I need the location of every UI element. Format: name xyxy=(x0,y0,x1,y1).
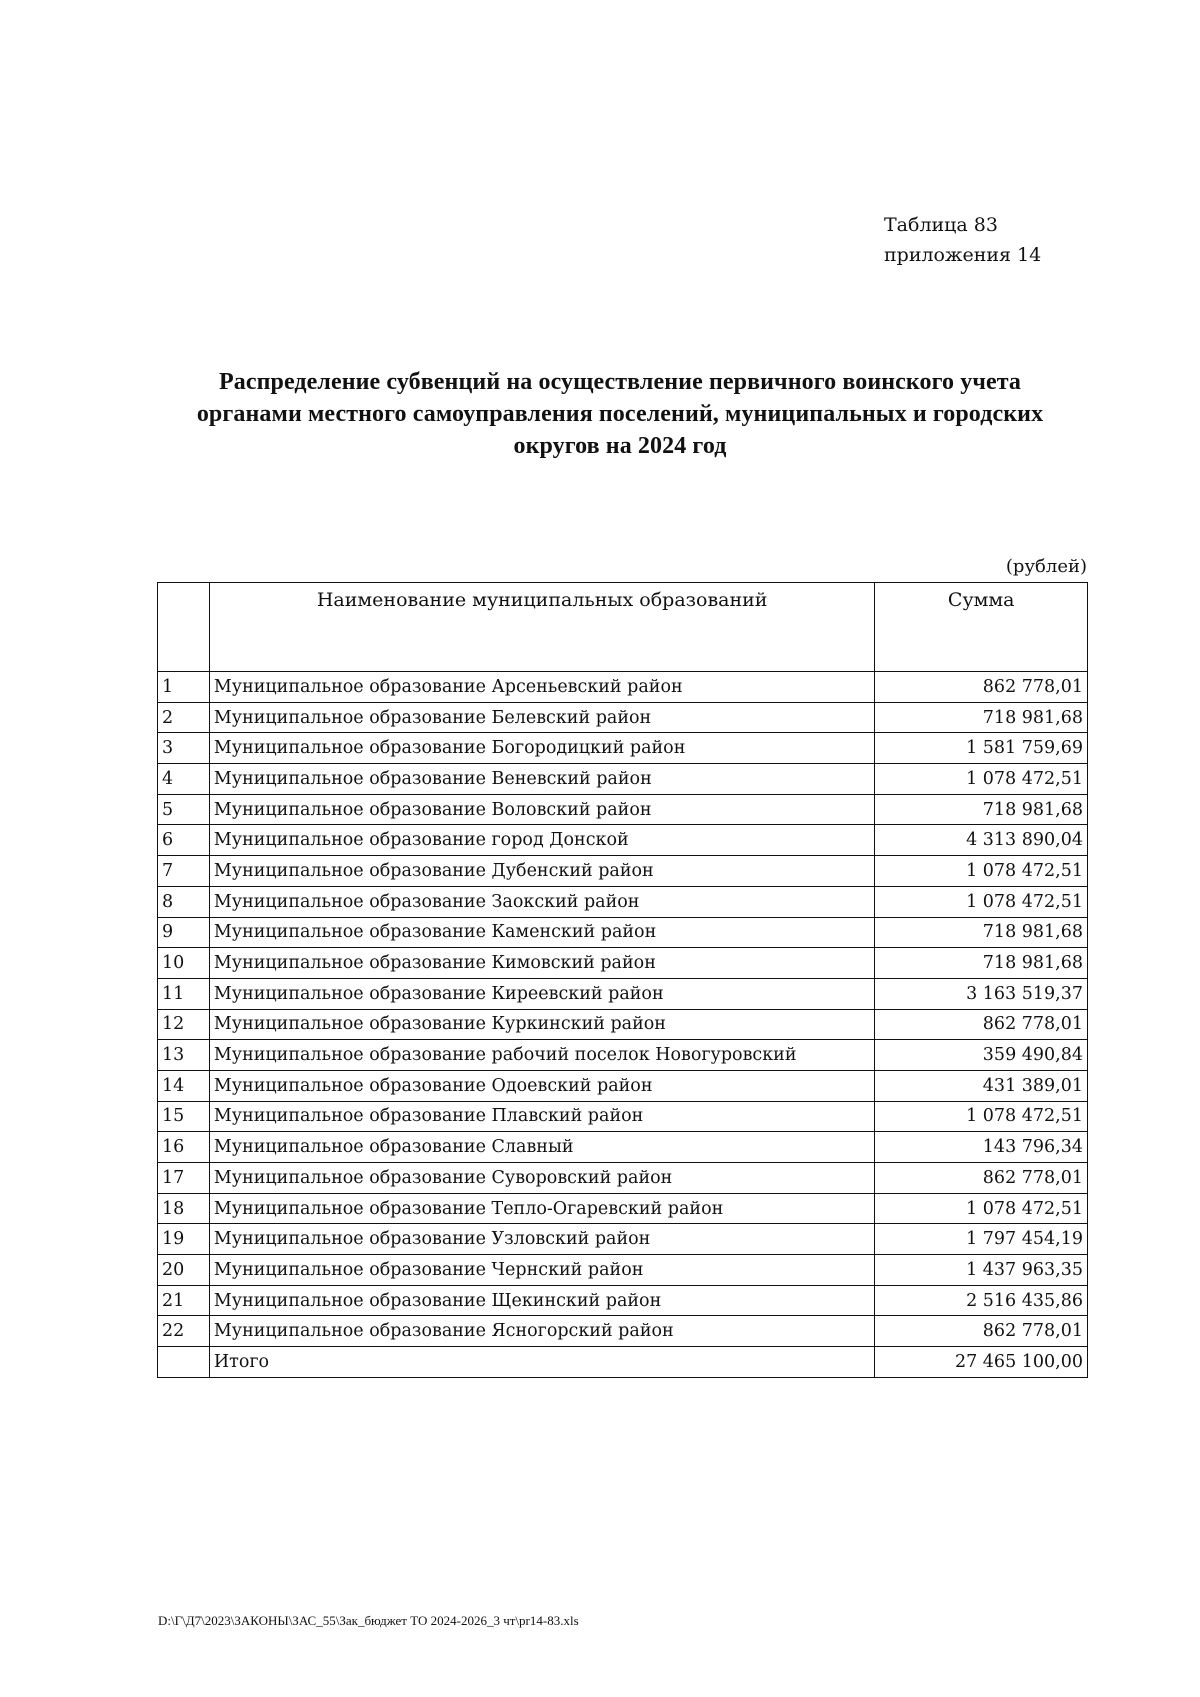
total-num xyxy=(158,1347,210,1378)
amount: 862 778,01 xyxy=(875,1163,1088,1194)
table-row xyxy=(158,1316,1088,1347)
row-number: 16 xyxy=(158,1132,210,1163)
municipality-name: Муниципальное образование Узловский район xyxy=(209,1224,875,1255)
row-number: 13 xyxy=(158,1040,210,1071)
row-number: 7 xyxy=(158,856,210,887)
table-row xyxy=(158,1070,1088,1101)
table-row xyxy=(158,1009,1088,1040)
row-number: 22 xyxy=(158,1316,210,1347)
amount: 143 796,34 xyxy=(875,1132,1088,1163)
table-row xyxy=(158,886,1088,917)
table-row xyxy=(158,1193,1088,1224)
municipality-name: Муниципальное образование Белевский район xyxy=(209,702,875,733)
row-number: 14 xyxy=(158,1070,210,1101)
total-label: Итого xyxy=(209,1347,875,1378)
amount: 718 981,68 xyxy=(875,917,1088,948)
municipality-name: Муниципальное образование Заокский район xyxy=(209,886,875,917)
table-row xyxy=(158,948,1088,979)
row-number: 9 xyxy=(158,917,210,948)
row-number: 21 xyxy=(158,1285,210,1316)
table-row xyxy=(158,702,1088,733)
row-number: 10 xyxy=(158,948,210,979)
row-number: 15 xyxy=(158,1101,210,1132)
amount: 3 163 519,37 xyxy=(875,978,1088,1009)
header-sum: Сумма xyxy=(875,583,1088,672)
amount: 718 981,68 xyxy=(875,702,1088,733)
amount: 1 078 472,51 xyxy=(875,1193,1088,1224)
municipality-name: Муниципальное образование Киреевский район xyxy=(209,978,875,1009)
municipality-name: Муниципальное образование Щекинский район xyxy=(209,1285,875,1316)
file-path-footer: D:\Г\Д7\2023\ЗАКОНЫ\ЗАС_55\Зак_бюджет ТО 2024-2026_3 чт\pr14-83.xls xyxy=(158,1613,579,1628)
municipality-name: Муниципальное образование Богородицкий район xyxy=(209,733,875,764)
municipality-name: Муниципальное образование Суворовский район xyxy=(209,1163,875,1194)
total-row xyxy=(158,1347,1088,1378)
amount: 1 078 472,51 xyxy=(875,856,1088,887)
amount: 862 778,01 xyxy=(875,1316,1088,1347)
row-number: 4 xyxy=(158,764,210,795)
table-row xyxy=(158,1255,1088,1286)
table-row xyxy=(158,672,1088,703)
row-number: 2 xyxy=(158,702,210,733)
header-name: Наименование муниципальных образований xyxy=(209,583,875,672)
table-row xyxy=(158,1040,1088,1071)
row-number: 3 xyxy=(158,733,210,764)
municipality-name: Муниципальное образование Арсеньевский район xyxy=(209,672,875,703)
amount: 1 078 472,51 xyxy=(875,1101,1088,1132)
municipality-name: Муниципальное образование Одоевский район xyxy=(209,1070,875,1101)
row-number: 19 xyxy=(158,1224,210,1255)
title-line-3: округов на 2024 год xyxy=(513,433,727,459)
row-number: 6 xyxy=(158,825,210,856)
amount: 4 313 890,04 xyxy=(875,825,1088,856)
municipality-name: Муниципальное образование Ясногорский район xyxy=(209,1316,875,1347)
row-number: 17 xyxy=(158,1163,210,1194)
amount: 2 516 435,86 xyxy=(875,1285,1088,1316)
table-row xyxy=(158,856,1088,887)
table-row xyxy=(158,1163,1088,1194)
total-sum: 27 465 100,00 xyxy=(875,1347,1088,1378)
units-label: (рублей) xyxy=(1005,556,1087,577)
row-number: 18 xyxy=(158,1193,210,1224)
row-number: 11 xyxy=(158,978,210,1009)
amount: 1 078 472,51 xyxy=(875,886,1088,917)
table-row xyxy=(158,1101,1088,1132)
row-number: 1 xyxy=(158,672,210,703)
amount: 862 778,01 xyxy=(875,1009,1088,1040)
appendix-number: приложения 14 xyxy=(884,244,1042,266)
table-row xyxy=(158,1132,1088,1163)
amount: 1 797 454,19 xyxy=(875,1224,1088,1255)
table-row xyxy=(158,1224,1088,1255)
municipality-name: Муниципальное образование Каменский район xyxy=(209,917,875,948)
municipality-name: Муниципальное образование Веневский район xyxy=(209,764,875,795)
municipality-name: Муниципальное образование Кимовский район xyxy=(209,948,875,979)
row-number: 5 xyxy=(158,794,210,825)
header-num xyxy=(158,583,210,672)
municipality-name: Муниципальное образование Плавский район xyxy=(209,1101,875,1132)
amount: 862 778,01 xyxy=(875,672,1088,703)
municipality-name: Муниципальное образование Воловский район xyxy=(209,794,875,825)
amount: 1 581 759,69 xyxy=(875,733,1088,764)
table-row xyxy=(158,764,1088,795)
title-line-1: Распределение субвенций на осуществление первичного воинского учета xyxy=(218,369,1022,395)
table-row xyxy=(158,978,1088,1009)
municipality-name: Муниципальное образование рабочий поселок Новогуровский xyxy=(209,1040,875,1071)
table-number: Таблица 83 xyxy=(884,214,998,236)
row-number: 8 xyxy=(158,886,210,917)
table-row xyxy=(158,917,1088,948)
municipality-name: Муниципальное образование Куркинский район xyxy=(209,1009,875,1040)
title-line-2: органами местного самоуправления поселений, муниципальных и городских xyxy=(196,401,1044,427)
table-header-row xyxy=(158,583,1088,672)
row-number: 12 xyxy=(158,1009,210,1040)
table-row xyxy=(158,825,1088,856)
amount: 718 981,68 xyxy=(875,794,1088,825)
amount: 1 078 472,51 xyxy=(875,764,1088,795)
amount: 431 389,01 xyxy=(875,1070,1088,1101)
amount: 1 437 963,35 xyxy=(875,1255,1088,1286)
municipality-name: Муниципальное образование Дубенский район xyxy=(209,856,875,887)
municipality-name: Муниципальное образование Чернский район xyxy=(209,1255,875,1286)
municipality-name: Муниципальное образование Славный xyxy=(209,1132,875,1163)
table-row xyxy=(158,1285,1088,1316)
municipality-name: Муниципальное образование город Донской xyxy=(209,825,875,856)
municipality-name: Муниципальное образование Тепло-Огаревский район xyxy=(209,1193,875,1224)
annex-reference xyxy=(884,210,1041,270)
row-number: 20 xyxy=(158,1255,210,1286)
subvention-table xyxy=(157,582,1088,1378)
table-row xyxy=(158,794,1088,825)
table-row xyxy=(158,733,1088,764)
amount: 718 981,68 xyxy=(875,948,1088,979)
amount: 359 490,84 xyxy=(875,1040,1088,1071)
document-title xyxy=(150,366,1090,462)
